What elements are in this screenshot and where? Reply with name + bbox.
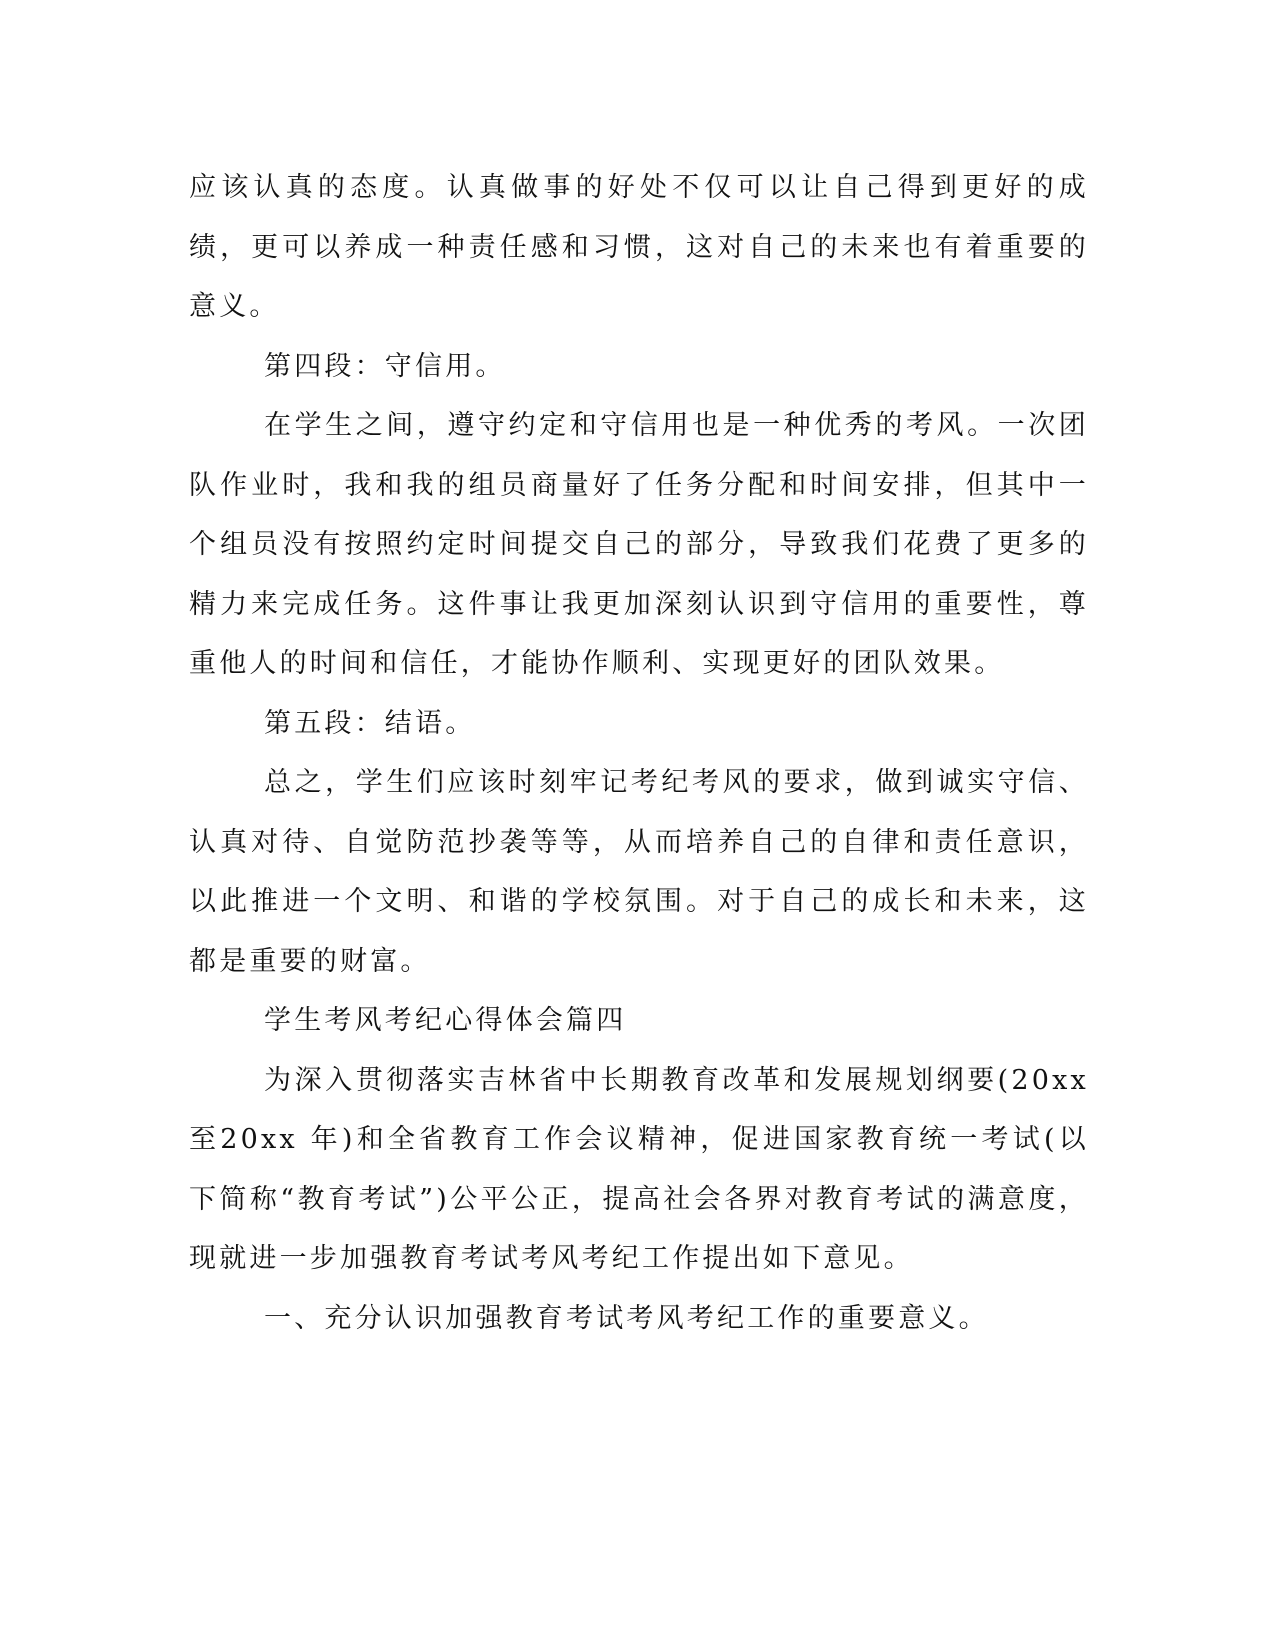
section-heading-five: 第五段：结语。 [264,707,476,739]
paragraph-conclusion: 总之，学生们应该时刻牢记考纪考风的要求，做到诚实守信、认真对待、自觉防范抄袭等等，从而培养自己的自律和责任意识，以此推进一个文明、和谐的学校氛围。对于自己的成长和未来，这都是重要的财富。 [189,767,1089,977]
document-body [189,158,1089,1348]
section-heading-four: 第四段：守信用。 [264,350,506,382]
article-title-part-four: 学生考风考纪心得体会篇四 [264,1005,627,1036]
paragraph-continuation: 应该认真的态度。认真做事的好处不仅可以让自己得到更好的成绩，更可以养成一种责任感和习惯，这对自己的未来也有着重要的意义。 [189,172,1089,322]
section-heading-one: 一、充分认识加强教育考试考风考纪工作的重要意义。 [264,1302,989,1334]
paragraph-policy-intro: 为深入贯彻落实吉林省中长期教育改革和发展规划纲要(20xx 至20xx 年)和全省教育工作会议精神，促进国家教育统一考试(以下简称“教育考试”)公平公正，提高社会各界对教育考试的满意度，现就进一步加强教育考试考风考纪工作提出如下意见。 [189,1064,1089,1274]
paragraph-keep-promises: 在学生之间，遵守约定和守信用也是一种优秀的考风。一次团队作业时，我和我的组员商量好了任务分配和时间安排，但其中一个组员没有按照约定时间提交自己的部分，导致我们花费了更多的精力来完成任务。这件事让我更加深刻认识到守信用的重要性，尊重他人的时间和信任，才能协作顺利、实现更好的团队效果。 [189,410,1089,679]
